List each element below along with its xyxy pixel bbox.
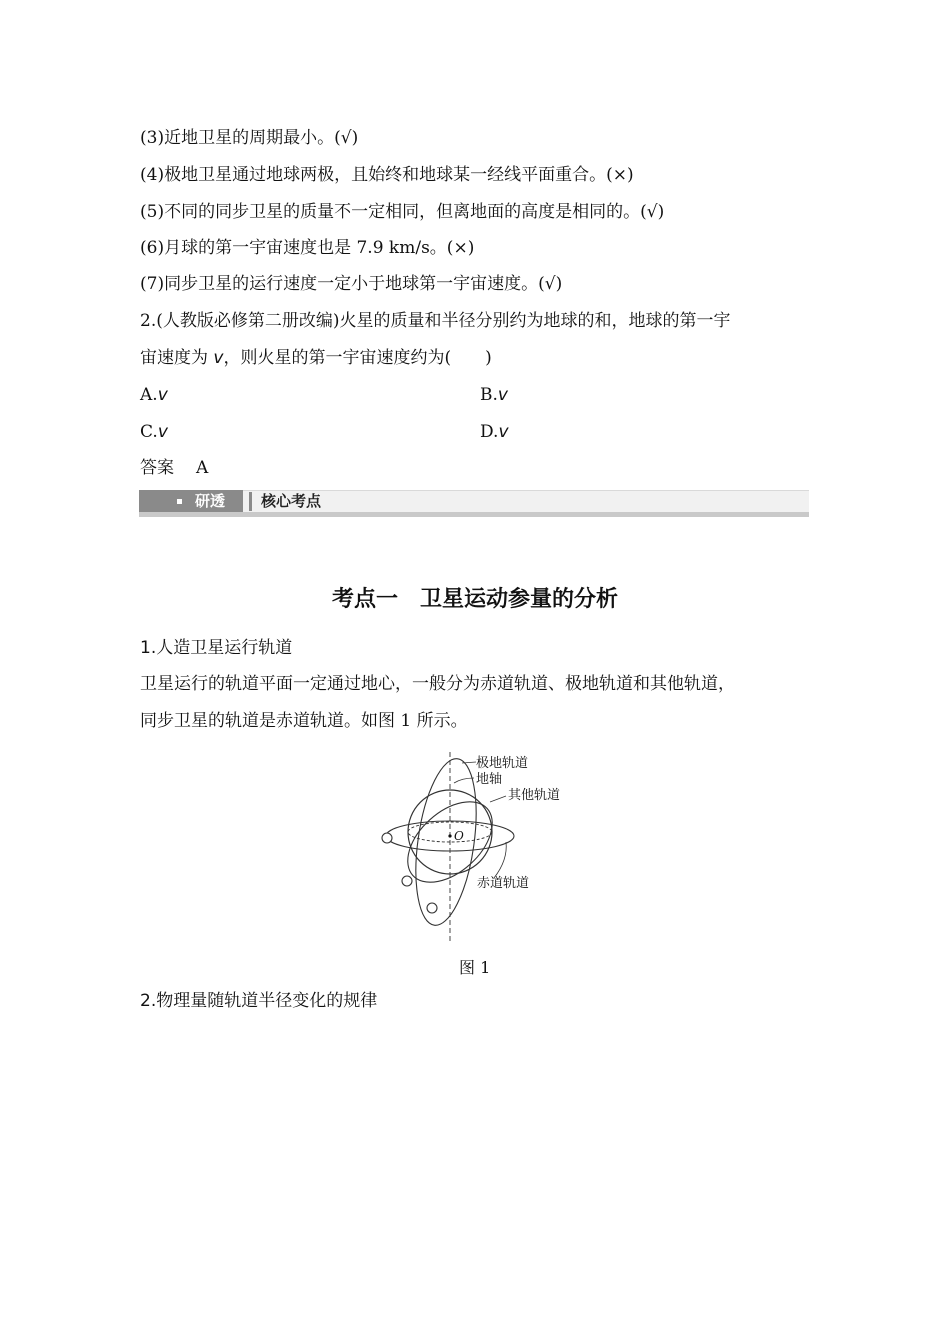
banner-shadow <box>139 512 809 517</box>
option-c: C.v <box>140 422 168 442</box>
satellite-equatorial <box>382 833 392 843</box>
polar-orbit <box>407 755 486 929</box>
question-2-line-2: 宙速度为 v，则火星的第一宇宙速度约为( ) <box>140 348 492 368</box>
leader-other <box>490 796 506 802</box>
figure-caption: 图 1 <box>459 958 491 977</box>
option-a: A.v <box>140 385 168 405</box>
judgment-7: (7)同步卫星的运行速度一定小于地球第一宇宙速度。(√) <box>140 274 563 294</box>
label-polar-orbit: 极地轨道 <box>476 756 529 771</box>
section-heading: 考点一 卫星运动参量的分析 <box>331 587 618 612</box>
banner-tag: 研透 <box>139 490 243 512</box>
paragraph-line-1: 卫星运行的轨道平面一定通过地心，一般分为赤道轨道、极地轨道和其他轨道， <box>140 674 735 694</box>
label-other-orbit: 其他轨道 <box>508 788 561 803</box>
section-banner <box>139 490 809 518</box>
judgment-6: (6)月球的第一宇宙速度也是 7.9 km/s。(×) <box>140 238 475 258</box>
label-axis: 地轴 <box>476 772 503 787</box>
judgment-3: (3)近地卫星的周期最小。(√) <box>140 128 359 148</box>
center-dot <box>448 834 451 837</box>
orbit-diagram <box>378 750 578 949</box>
leader-equator <box>494 842 506 878</box>
option-d: D.v <box>480 422 509 442</box>
option-b: B.v <box>480 385 508 405</box>
orbit-diagram-svg <box>378 750 578 945</box>
banner-title: 核心考点 <box>261 492 322 510</box>
answer-line: 答案 A <box>140 458 209 478</box>
question-2-line-1: 2.(人教版必修第二册改编)火星的质量和半径分别约为地球的和，地球的第一宇 <box>140 311 731 331</box>
square-bullet-icon <box>177 499 182 504</box>
banner-separator <box>249 492 252 511</box>
judgment-5: (5)不同的同步卫星的质量不一定相同，但离地面的高度是相同的。(√) <box>140 202 665 222</box>
satellite-polar <box>427 903 437 913</box>
satellite-inclined <box>402 876 412 886</box>
center-label: O <box>454 829 464 843</box>
paragraph-line-2: 同步卫星的轨道是赤道轨道。如图 1 所示。 <box>140 711 468 731</box>
judgment-4: (4)极地卫星通过地球两极，且始终和地球某一经线平面重合。(×) <box>140 165 634 185</box>
leader-axis <box>454 778 474 783</box>
subheading-laws: 2.物理量随轨道半径变化的规律 <box>140 991 378 1011</box>
subheading-orbits: 1.人造卫星运行轨道 <box>140 638 293 658</box>
label-equatorial-orbit: 赤道轨道 <box>477 876 530 891</box>
